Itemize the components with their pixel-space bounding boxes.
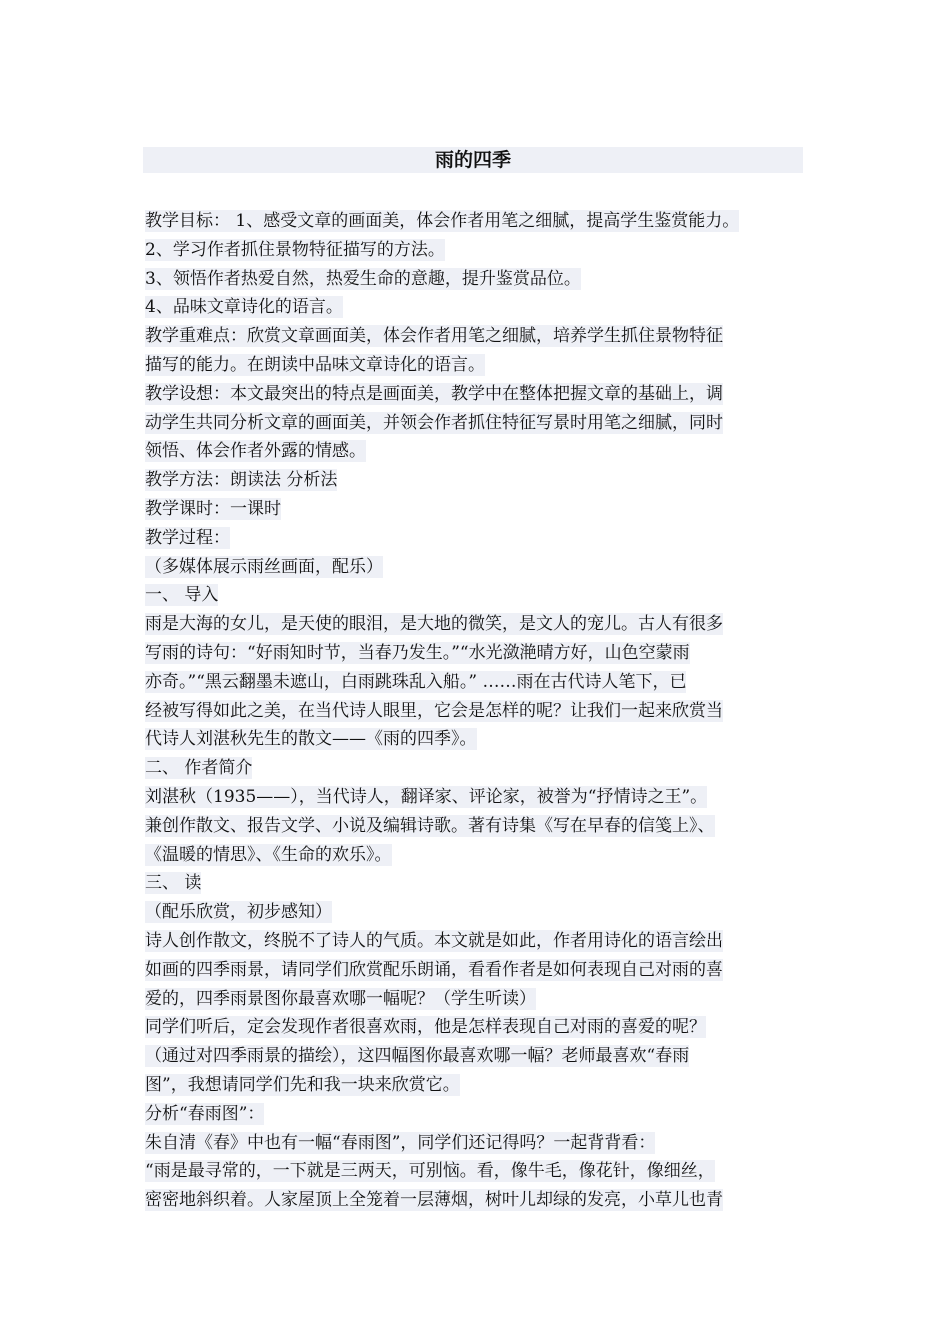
text-line (145, 639, 835, 668)
page-title: 雨的四季 (434, 149, 511, 171)
text-line-content: 密密地斜织着。人家屋顶上全笼着一层薄烟，树叶儿却绿的发亮，小草儿也青 (145, 1190, 723, 1211)
text-line-content: 教学方法：朗读法 分析法 (145, 470, 338, 491)
text-line (145, 351, 835, 380)
text-line (145, 207, 835, 236)
text-line-content: 诗人创作散文，终脱不了诗人的气质。本文就是如此，作者用诗化的语言绘出 (145, 930, 723, 951)
text-line-content: 刘湛秋（1935——），当代诗人，翻译家、评论家，被誉为“抒情诗之王”。 (145, 786, 708, 807)
text-line (145, 754, 835, 783)
text-line-content: 如画的四季雨景，请同学们欣赏配乐朗诵，看看作者是如何表现自己对雨的喜 (145, 959, 723, 980)
text-line (145, 293, 835, 322)
text-line-content: 图”，我想请同学们先和我一块来欣赏它。 (145, 1074, 460, 1095)
text-line-content: 教学重难点：欣赏文章画面美，体会作者用笔之细腻，培养学生抓住景物特征 (145, 326, 723, 347)
text-line (145, 466, 835, 495)
text-line (145, 581, 835, 610)
text-line (145, 437, 835, 466)
text-line-content: （多媒体展示雨丝画面，配乐） (145, 556, 383, 577)
text-line (145, 1013, 835, 1042)
text-line (145, 1129, 835, 1158)
text-line-content: 朱自清《春》中也有一幅“春雨图”，同学们还记得吗？一起背背看： (145, 1132, 656, 1153)
text-line (145, 265, 835, 294)
text-line (145, 927, 835, 956)
text-line (145, 985, 835, 1014)
text-line (145, 697, 835, 726)
text-line (145, 322, 835, 351)
text-line (145, 668, 835, 697)
text-line (145, 380, 835, 409)
text-line (145, 898, 835, 927)
text-line-content: 动学生共同分析文章的画面美，并领会作者抓住特征写景时用笔之细腻，同时 (145, 412, 723, 433)
text-line-content: 教学课时：一课时 (145, 498, 281, 519)
text-line-content: 二、 作者简介 (145, 758, 253, 779)
text-line-content: “雨是最寻常的，一下就是三两天，可别恼。看，像牛毛，像花针，像细丝， (145, 1161, 715, 1182)
text-line (145, 495, 835, 524)
lesson-plan-body (145, 207, 835, 1215)
text-line (145, 1042, 835, 1071)
text-line (145, 812, 835, 841)
text-line-content: 《温暖的情思》、《生命的欢乐》。 (145, 844, 392, 865)
text-line-content: 教学过程： (145, 527, 230, 548)
text-line-content: 分析“春雨图”： (145, 1103, 265, 1124)
text-line-content: 写雨的诗句：“好雨知时节，当春乃发生。”“水光潋滟晴方好，山色空蒙雨 (145, 642, 690, 663)
text-line (145, 725, 835, 754)
text-line-content: 教学设想：本文最突出的特点是画面美，教学中在整体把握文章的基础上，调 (145, 383, 723, 404)
text-line-content: 描写的能力。在朗读中品味文章诗化的语言。 (145, 354, 485, 375)
text-line-content: 4、品味文章诗化的语言。 (145, 297, 343, 318)
text-line-content: 雨是大海的女儿，是天使的眼泪，是大地的微笑，是文人的宠儿。古人有很多 (145, 614, 723, 635)
text-line (145, 869, 835, 898)
text-line-content: 经被写得如此之美，在当代诗人眼里，它会是怎样的呢？让我们一起来欣赏当 (145, 700, 723, 721)
text-line (145, 1100, 835, 1129)
text-line-content: 爱的，四季雨景图你最喜欢哪一幅呢？（学生听读） (145, 988, 536, 1009)
text-line-content: 代诗人刘湛秋先生的散文——《雨的四季》。 (145, 729, 477, 750)
text-line-content: 三、 读 (145, 873, 202, 894)
text-line-content: 一、 导入 (145, 585, 219, 606)
text-line (145, 956, 835, 985)
text-line (145, 1186, 835, 1215)
text-line (145, 236, 835, 265)
text-line-content: 领悟、体会作者外露的情感。 (145, 441, 366, 462)
text-line-content: 兼创作散文、报告文学、小说及编辑诗歌。著有诗集《写在早春的信笺上》、 (145, 815, 715, 836)
text-line (145, 524, 835, 553)
text-line (145, 409, 835, 438)
text-line-content: （配乐欣赏，初步感知） (145, 902, 332, 923)
text-line-content: 2、学习作者抓住景物特征描写的方法。 (145, 239, 445, 260)
text-line-content: 教学目标： 1、感受文章的画面美，体会作者用笔之细腻，提高学生鉴赏能力。 (145, 211, 740, 231)
text-line (145, 1071, 835, 1100)
text-line-content: 亦奇。”“黑云翻墨未遮山，白雨跳珠乱入船。” ……雨在古代诗人笔下，已 (145, 671, 687, 692)
text-line-content: （通过对四季雨景的描绘），这四幅图你最喜欢哪一幅？老师最喜欢“春雨 (145, 1046, 690, 1067)
text-line (145, 553, 835, 582)
text-line (145, 783, 835, 812)
text-line (145, 841, 835, 870)
text-line (145, 1157, 835, 1186)
text-line (145, 610, 835, 639)
text-line-content: 同学们听后，定会发现作者很喜欢雨，他是怎样表现自己对雨的喜爱的呢？ (145, 1017, 706, 1038)
text-line-content: 3、领悟作者热爱自然，热爱生命的意趣，提升鉴赏品位。 (145, 268, 581, 289)
